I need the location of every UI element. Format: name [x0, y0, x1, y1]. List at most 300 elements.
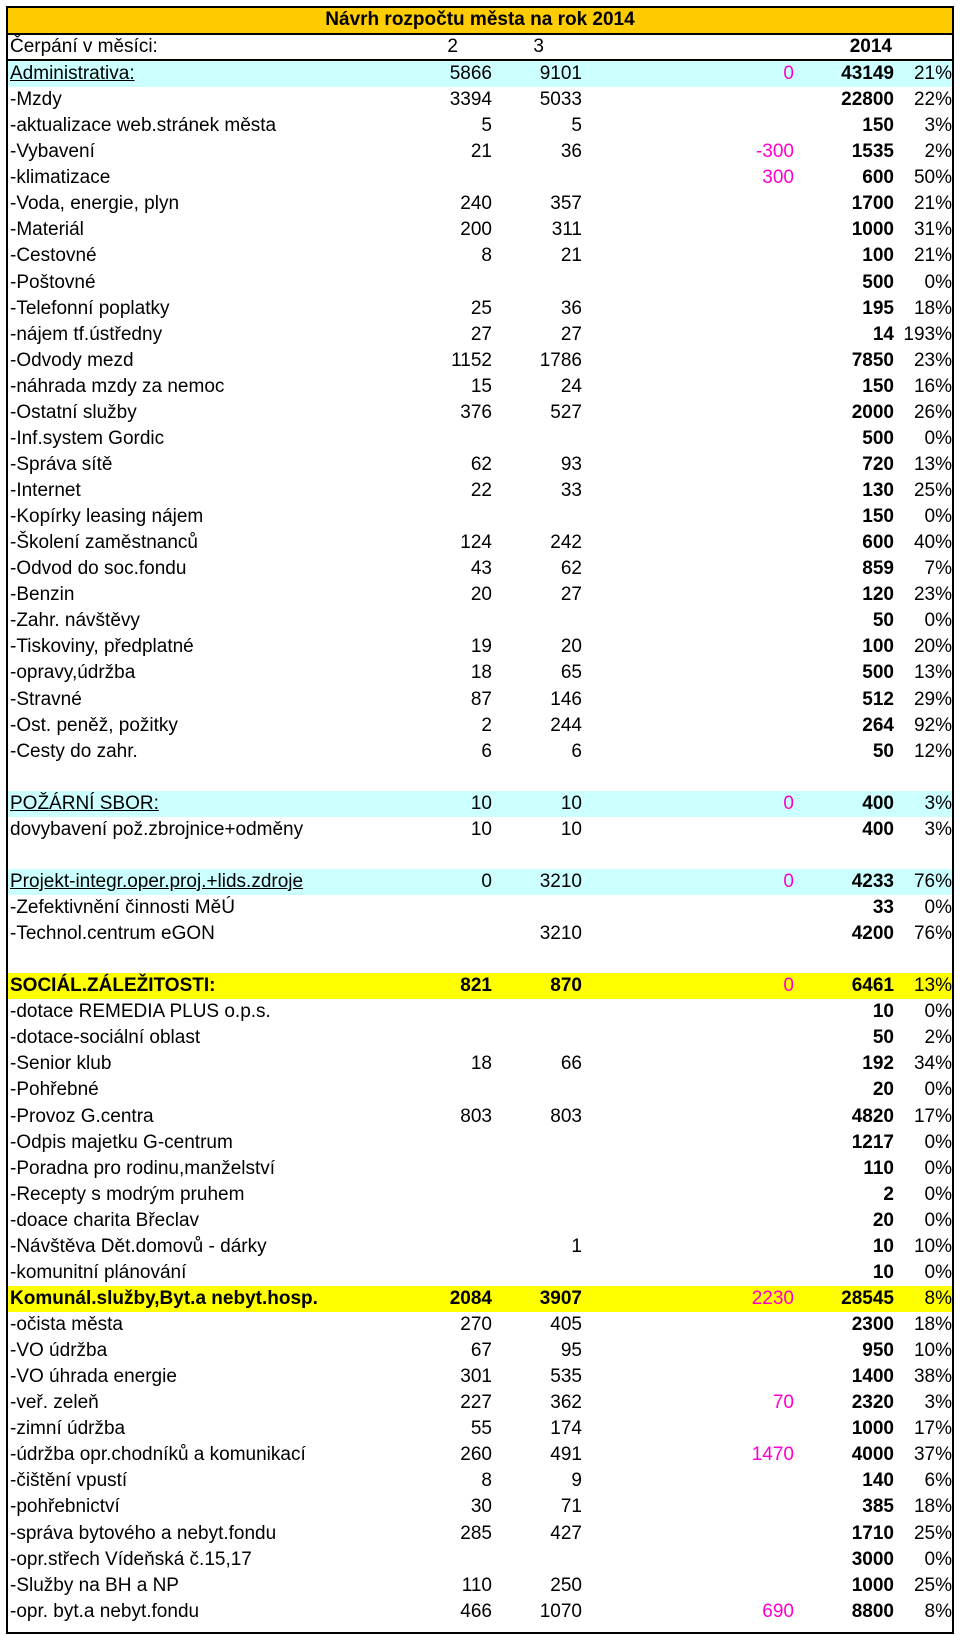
percent-value [888, 1104, 952, 1130]
percent-value-text: 6% [924, 1470, 952, 1492]
row-label-text: dovybavení pož.zbrojnice+odměny [10, 818, 304, 840]
percent-value-text: 17% [913, 1418, 952, 1440]
percent-value [888, 973, 952, 999]
percent-value [888, 1208, 952, 1234]
table-row [8, 139, 952, 165]
month-2-value-text: 200 [460, 219, 492, 241]
year-2014-value-text: 859 [862, 558, 894, 580]
month-2-value [408, 556, 492, 582]
header-label: Čerpání v měsíci: [10, 35, 158, 57]
month-2-value-text: 27 [470, 323, 492, 345]
percent-value [888, 217, 952, 243]
year-2014-value [794, 895, 894, 921]
year-2014-value [794, 1208, 894, 1234]
row-label-text: -Cesty do zahr. [10, 740, 138, 762]
year-2014-value [794, 1077, 894, 1103]
row-label [10, 582, 450, 608]
percent-value [888, 243, 952, 269]
year-2014-value [794, 530, 894, 556]
percent-value [888, 634, 952, 660]
month-2-value [408, 1051, 492, 1077]
percent-value-text: 3% [924, 792, 952, 814]
table-row [8, 1260, 952, 1286]
percent-value-text: 2% [924, 141, 952, 163]
month-3-value [498, 1234, 582, 1260]
row-label-text: -Mzdy [10, 89, 62, 111]
year-2014-value [794, 1338, 894, 1364]
section-row [8, 1286, 952, 1312]
month-3-value-text: 62 [560, 558, 582, 580]
row-label [10, 530, 450, 556]
row-label [10, 1521, 450, 1547]
percent-value [888, 1286, 952, 1312]
year-2014-value-text: 10 [872, 1235, 894, 1257]
row-label [10, 1573, 450, 1599]
year-2014-value [794, 1182, 894, 1208]
month-2-value-text: 240 [460, 193, 492, 215]
month-3-value [498, 61, 582, 87]
percent-value-text: 7% [924, 558, 952, 580]
percent-value [888, 739, 952, 765]
year-2014-value-text: 720 [862, 453, 894, 475]
year-2014-value [794, 973, 894, 999]
month-2-value-text: 21 [470, 141, 492, 163]
month-2-value [408, 1390, 492, 1416]
row-label-text: POŽÁRNÍ SBOR: [10, 792, 159, 814]
row-label-text: -VO úhrada energie [10, 1366, 177, 1388]
year-2014-value-text: 1000 [851, 1574, 894, 1596]
year-2014-value-text: 8800 [851, 1600, 894, 1622]
month-2-value-text: 466 [460, 1600, 492, 1622]
year-2014-value-text: 28545 [841, 1287, 894, 1309]
month-3-value [498, 348, 582, 374]
percent-value-text: 0% [924, 427, 952, 449]
section-row [8, 791, 952, 817]
month-2-value [408, 243, 492, 269]
year-2014-value [794, 1260, 894, 1286]
percent-value-text: 16% [913, 375, 952, 397]
month-3-value-text: 33 [560, 480, 582, 501]
month-2-value-text: 285 [460, 1522, 492, 1544]
month-2-value-text: 227 [460, 1392, 492, 1414]
percent-value [888, 1338, 952, 1364]
month-3-value-text: 491 [550, 1444, 582, 1466]
change-value [698, 1599, 794, 1625]
row-label [10, 478, 450, 504]
row-label [10, 165, 450, 191]
year-2014-value-text: 600 [862, 532, 894, 554]
row-label [10, 1208, 450, 1234]
year-2014-value-text: 100 [862, 636, 894, 658]
percent-value [888, 608, 952, 634]
row-label [10, 191, 450, 217]
row-label-text: -Technol.centrum eGON [10, 923, 215, 945]
year-2014-value [794, 191, 894, 217]
percent-value-text: 2% [924, 1027, 952, 1049]
percent-value [888, 452, 952, 478]
month-2-value [408, 452, 492, 478]
row-label-text: -Ost. peněž, požitky [10, 714, 178, 736]
month-2-value [408, 1104, 492, 1130]
row-label-text: -Provoz G.centra [10, 1105, 154, 1127]
row-label [10, 869, 450, 895]
change-value-text: 0 [783, 975, 794, 997]
change-value [698, 1442, 794, 1468]
percent-value [888, 270, 952, 296]
percent-value [888, 817, 952, 843]
year-2014-value [794, 87, 894, 113]
year-2014-value-text: 2320 [851, 1392, 894, 1414]
year-2014-value-text: 2 [883, 1183, 894, 1205]
change-value-text: -300 [755, 141, 794, 163]
year-2014-value-text: 264 [862, 714, 894, 736]
month-3-value-text: 27 [560, 584, 582, 606]
percent-value [888, 1260, 952, 1286]
percent-value-text: 8% [924, 1287, 952, 1309]
year-2014-value [794, 608, 894, 634]
month-3-value-text: 95 [560, 1340, 582, 1362]
month-2-value-text: 43 [470, 558, 492, 580]
row-label-text: Komunál.služby,Byt.a nebyt.hosp. [10, 1287, 318, 1309]
month-3-value [498, 452, 582, 478]
month-3-value-text: 36 [560, 297, 582, 319]
year-2014-value-text: 1217 [851, 1131, 894, 1153]
row-label-text: -náhrada mzdy za nemoc [10, 375, 225, 397]
budget-rows [8, 61, 952, 1625]
sheet-title: Návrh rozpočtu města na rok 2014 [325, 9, 635, 30]
year-2014-value-text: 500 [862, 427, 894, 449]
table-row [8, 1208, 952, 1234]
month-2-value [408, 322, 492, 348]
row-label-text: -čištění vpustí [10, 1470, 128, 1492]
year-2014-value [794, 348, 894, 374]
table-row [8, 322, 952, 348]
row-label [10, 1077, 450, 1103]
month-3-value-text: 10 [560, 792, 582, 814]
section-row [8, 61, 952, 87]
row-label-text: -Zefektivnění činnosti MěÚ [10, 897, 235, 918]
row-label [10, 1364, 450, 1390]
table-row [8, 1051, 952, 1077]
month-3-value-text: 20 [560, 636, 582, 658]
table-row [8, 348, 952, 374]
year-2014-value [794, 921, 894, 947]
percent-value [888, 687, 952, 713]
year-2014-value [794, 1156, 894, 1182]
row-label [10, 1104, 450, 1130]
row-label [10, 452, 450, 478]
percent-value-text: 12% [913, 740, 952, 762]
row-label [10, 1234, 450, 1260]
percent-value-text: 8% [924, 1600, 952, 1622]
percent-value [888, 1182, 952, 1208]
year-2014-value [794, 1104, 894, 1130]
table-row [8, 1390, 952, 1416]
row-label [10, 1468, 450, 1494]
month-2-value [408, 1364, 492, 1390]
month-3-value-text: 427 [550, 1522, 582, 1544]
row-label-text: -Recepty s modrým pruhem [10, 1183, 245, 1205]
row-label [10, 322, 450, 348]
header-year: 2014 [849, 35, 892, 57]
month-2-value [408, 1494, 492, 1520]
month-3-value-text: 3210 [539, 923, 582, 945]
change-value [698, 869, 794, 895]
year-2014-value-text: 10 [872, 1001, 894, 1023]
month-3-value [498, 817, 582, 843]
percent-value [888, 1573, 952, 1599]
month-2-value-text: 67 [470, 1340, 492, 1362]
table-row [8, 1077, 952, 1103]
percent-value [888, 374, 952, 400]
percent-value-text: 22% [913, 89, 952, 111]
month-2-value-text: 110 [461, 1574, 492, 1596]
row-label-text: -veř. zeleň [10, 1392, 99, 1414]
row-label [10, 61, 450, 87]
table-row [8, 739, 952, 765]
year-2014-value-text: 4000 [851, 1444, 894, 1466]
year-2014-value [794, 713, 894, 739]
table-row [8, 634, 952, 660]
table-row [8, 1156, 952, 1182]
percent-value [888, 165, 952, 191]
row-label-text: -Odpis majetku G-centrum [10, 1131, 233, 1153]
row-label-text: -VO údržba [10, 1340, 108, 1362]
table-row [8, 1416, 952, 1442]
month-3-value-text: 357 [550, 193, 582, 215]
percent-value [888, 1521, 952, 1547]
month-2-value [408, 1468, 492, 1494]
percent-value [888, 660, 952, 686]
month-2-value-text: 270 [460, 1314, 492, 1335]
year-2014-value [794, 556, 894, 582]
year-2014-value [794, 1442, 894, 1468]
year-2014-value [794, 400, 894, 426]
year-2014-value-text: 50 [872, 1027, 894, 1049]
month-3-value [498, 530, 582, 556]
row-label [10, 1547, 450, 1573]
row-label [10, 1260, 450, 1286]
year-2014-value-text: 22800 [841, 89, 894, 111]
month-2-value [408, 113, 492, 139]
row-label [10, 608, 450, 634]
year-2014-value [794, 1025, 894, 1051]
table-row [8, 817, 952, 843]
percent-value-text: 0% [924, 610, 952, 632]
change-value [698, 1390, 794, 1416]
month-3-value [498, 1599, 582, 1625]
percent-value [888, 895, 952, 921]
table-row [8, 270, 952, 296]
row-label [10, 687, 450, 713]
month-2-value [408, 87, 492, 113]
table-row [8, 556, 952, 582]
month-3-value-text: 3210 [539, 870, 582, 892]
percent-value [888, 1234, 952, 1260]
month-3-value-text: 65 [560, 662, 582, 684]
month-2-value-text: 124 [460, 532, 492, 554]
table-row [8, 660, 952, 686]
year-2014-value [794, 634, 894, 660]
row-label [10, 973, 450, 999]
table-row [8, 999, 952, 1025]
year-2014-value [794, 1286, 894, 1312]
percent-value [888, 556, 952, 582]
year-2014-value-text: 1710 [851, 1522, 894, 1544]
month-3-value [498, 139, 582, 165]
row-label [10, 217, 450, 243]
percent-value-text: 13% [913, 975, 952, 997]
year-2014-value-text: 600 [862, 167, 894, 189]
year-2014-value [794, 478, 894, 504]
percent-value-text: 20% [913, 636, 952, 658]
change-value-text: 0 [783, 870, 794, 892]
month-2-value [408, 1338, 492, 1364]
month-2-value-text: 3394 [449, 89, 492, 111]
month-2-value-text: 62 [470, 453, 492, 475]
table-row [8, 426, 952, 452]
month-3-value [498, 478, 582, 504]
percent-value-text: 0% [924, 1001, 952, 1023]
row-label [10, 791, 450, 817]
month-2-value-text: 18 [470, 1053, 492, 1075]
percent-value [888, 87, 952, 113]
month-2-value [408, 1573, 492, 1599]
month-3-value-text: 174 [550, 1418, 582, 1440]
percent-value-text: 26% [913, 401, 952, 423]
percent-value-text: 0% [924, 1157, 952, 1179]
month-3-value [498, 791, 582, 817]
row-label-text: -Telefonní poplatky [10, 297, 170, 319]
month-2-value [408, 530, 492, 556]
month-3-value [498, 1416, 582, 1442]
change-value-text: 0 [783, 792, 794, 814]
year-2014-value-text: 110 [863, 1157, 894, 1179]
row-label-text: -Návštěva Dět.domovů - dárky [10, 1235, 267, 1257]
month-3-value-text: 93 [560, 453, 582, 475]
table-row [8, 1182, 952, 1208]
table-row [8, 582, 952, 608]
month-3-value [498, 556, 582, 582]
year-2014-value [794, 999, 894, 1025]
change-value-text: 1470 [751, 1444, 794, 1466]
month-3-value [498, 296, 582, 322]
table-row [8, 1468, 952, 1494]
percent-value [888, 296, 952, 322]
change-value [698, 791, 794, 817]
row-label [10, 1494, 450, 1520]
table-row [8, 1338, 952, 1364]
month-2-value [408, 1416, 492, 1442]
percent-value [888, 322, 952, 348]
row-label [10, 374, 450, 400]
spacer-row [8, 843, 952, 869]
percent-value-text: 76% [913, 870, 952, 892]
row-label-text: -aktualizace web.stránek města [10, 115, 277, 137]
month-2-value-text: 803 [460, 1105, 492, 1127]
table-row [8, 452, 952, 478]
year-2014-value [794, 1312, 894, 1338]
table-row [8, 400, 952, 426]
percent-value-text: 18% [913, 1496, 952, 1518]
percent-value-text: 25% [913, 480, 952, 501]
month-3-value-text: 5 [571, 115, 582, 137]
year-2014-value-text: 150 [862, 115, 894, 137]
month-3-value [498, 1051, 582, 1077]
month-2-value-text: 10 [470, 818, 492, 840]
year-2014-value-text: 20 [872, 1209, 894, 1231]
row-label [10, 1390, 450, 1416]
percent-value-text: 18% [913, 1314, 952, 1335]
year-2014-value [794, 1547, 894, 1573]
year-2014-value [794, 1234, 894, 1260]
table-row [8, 1130, 952, 1156]
month-3-value-text: 71 [560, 1496, 582, 1518]
spacer-row [8, 765, 952, 791]
table-row [8, 608, 952, 634]
percent-value [888, 869, 952, 895]
month-3-value [498, 1312, 582, 1338]
percent-value-text: 29% [913, 688, 952, 710]
month-2-value [408, 139, 492, 165]
row-label [10, 1416, 450, 1442]
table-row [8, 217, 952, 243]
year-2014-value [794, 296, 894, 322]
table-row [8, 243, 952, 269]
row-label [10, 1312, 450, 1338]
month-2-value-text: 2084 [449, 1287, 492, 1309]
row-label-text: -opr.střech Vídeňská č.15,17 [10, 1548, 252, 1570]
month-2-value-text: 376 [460, 401, 492, 423]
table-row [8, 1494, 952, 1520]
month-3-value-text: 803 [550, 1105, 582, 1127]
month-3-value-text: 9101 [539, 63, 582, 84]
month-3-value [498, 191, 582, 217]
month-3-value [498, 374, 582, 400]
year-2014-value [794, 817, 894, 843]
percent-value-text: 0% [924, 271, 952, 293]
percent-value [888, 1390, 952, 1416]
change-value [698, 973, 794, 999]
month-3-value [498, 243, 582, 269]
row-label [10, 1130, 450, 1156]
month-3-value [498, 1494, 582, 1520]
month-2-value-text: 2 [481, 714, 492, 736]
percent-value-text: 38% [913, 1366, 952, 1388]
sheet-title-row [8, 8, 952, 35]
month-2-value [408, 191, 492, 217]
row-label-text: -Správa sítě [10, 453, 113, 475]
percent-value [888, 478, 952, 504]
row-label [10, 1599, 450, 1625]
month-2-value-text: 8 [481, 245, 492, 267]
percent-value-text: 21% [913, 245, 952, 267]
year-2014-value [794, 139, 894, 165]
month-2-value [408, 817, 492, 843]
table-row [8, 478, 952, 504]
year-2014-value [794, 1494, 894, 1520]
section-row [8, 869, 952, 895]
year-2014-value [794, 1468, 894, 1494]
row-label-text: -klimatizace [10, 167, 111, 189]
year-2014-value [794, 165, 894, 191]
month-3-value [498, 400, 582, 426]
year-2014-value-text: 130 [862, 480, 894, 501]
month-2-value-text: 6 [481, 740, 492, 762]
table-row [8, 1234, 952, 1260]
year-2014-value-text: 512 [862, 688, 894, 710]
month-3-value-text: 1 [571, 1235, 582, 1257]
